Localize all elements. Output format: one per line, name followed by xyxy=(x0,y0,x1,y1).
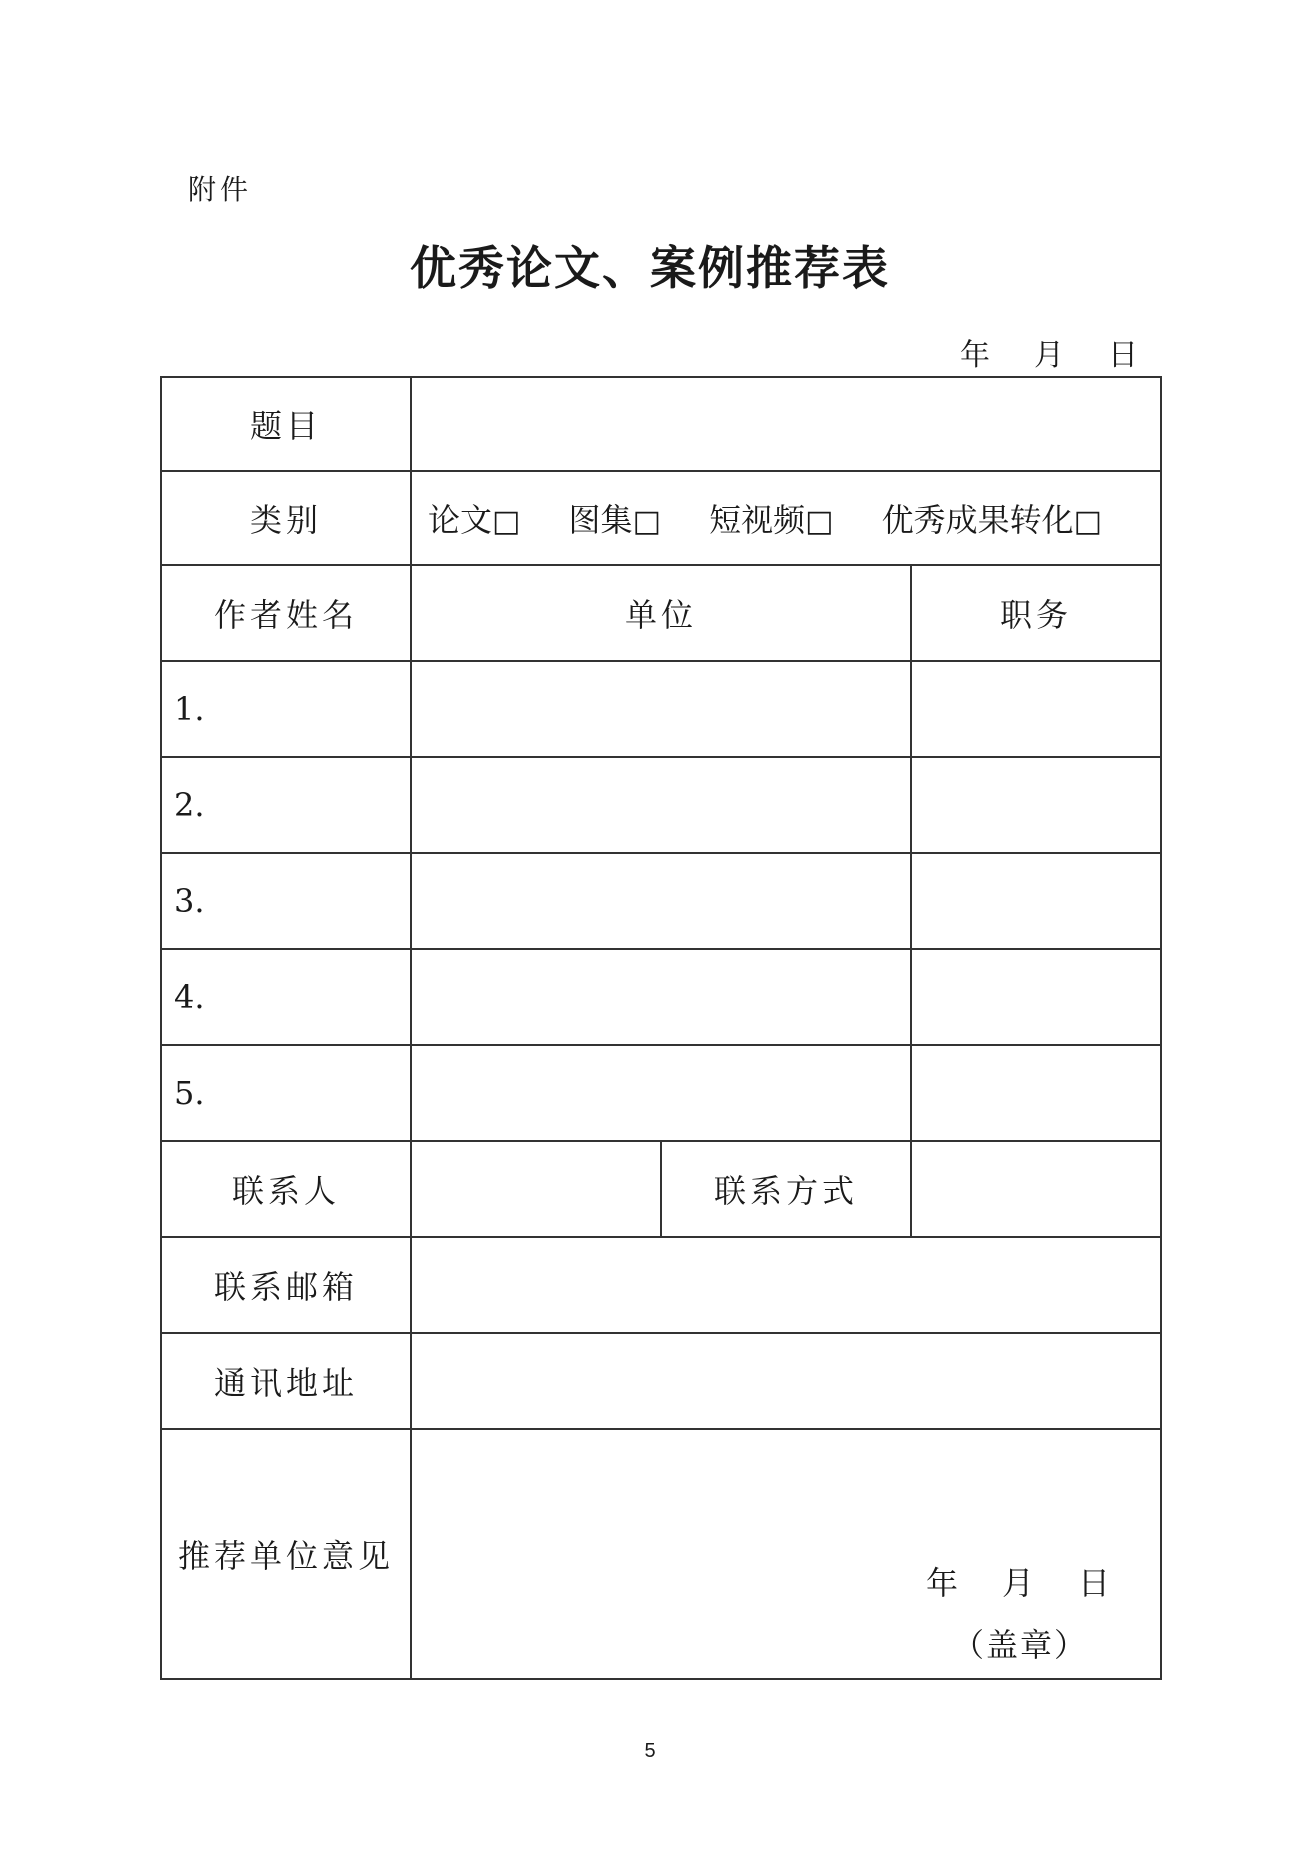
email-field[interactable] xyxy=(411,1237,1161,1333)
author-row xyxy=(161,949,1161,1045)
contact-person-label: 联系人 xyxy=(161,1141,411,1237)
contact-person-field[interactable] xyxy=(411,1141,661,1237)
opinion-label: 推荐单位意见 xyxy=(161,1429,411,1679)
author-row xyxy=(161,661,1161,757)
author-position-field[interactable] xyxy=(911,757,1161,853)
unit-header: 单位 xyxy=(411,565,911,661)
author-name-field[interactable] xyxy=(161,1045,411,1141)
sign-date-month: 月 xyxy=(1002,1564,1035,1602)
address-label: 通讯地址 xyxy=(161,1333,411,1429)
checkbox[interactable]: □ xyxy=(492,504,521,539)
author-position-field[interactable] xyxy=(911,949,1161,1045)
author-unit-field[interactable] xyxy=(411,757,911,853)
attachment-label: 附件 xyxy=(188,173,253,206)
row-number: 5. xyxy=(174,1074,205,1112)
author-name-field[interactable] xyxy=(161,949,411,1045)
opinion-field[interactable] xyxy=(411,1429,1161,1679)
category-option-atlas[interactable]: 图集□ xyxy=(568,501,661,539)
author-unit-field[interactable] xyxy=(411,1045,911,1141)
checkbox[interactable]: □ xyxy=(805,504,834,539)
checkbox[interactable]: □ xyxy=(632,504,661,539)
page-title: 优秀论文、案例推荐表 xyxy=(410,241,890,295)
author-name-field[interactable] xyxy=(161,757,411,853)
author-name-header: 作者姓名 xyxy=(161,565,411,661)
topic-label: 题目 xyxy=(161,377,411,471)
date-day: 日 xyxy=(1108,338,1138,373)
category-options xyxy=(411,471,1161,565)
author-row xyxy=(161,853,1161,949)
row-number: 3. xyxy=(174,882,205,920)
email-label: 联系邮箱 xyxy=(161,1237,411,1333)
author-unit-field[interactable] xyxy=(411,661,911,757)
position-header: 职务 xyxy=(911,565,1161,661)
row-number: 4. xyxy=(174,978,205,1016)
sign-date-day: 日 xyxy=(1078,1564,1111,1602)
author-unit-field[interactable] xyxy=(411,949,911,1045)
stamp-label: （盖章） xyxy=(952,1626,1089,1664)
date-year: 年 xyxy=(960,338,990,373)
row-number: 2. xyxy=(174,786,205,824)
author-position-field[interactable] xyxy=(911,1045,1161,1141)
sign-date xyxy=(926,1558,1110,1604)
author-name-field[interactable] xyxy=(161,661,411,757)
author-row xyxy=(161,757,1161,853)
author-name-field[interactable] xyxy=(161,853,411,949)
date-line xyxy=(960,330,1138,374)
page-number: 5 xyxy=(644,1740,656,1762)
topic-field[interactable] xyxy=(411,377,1161,471)
author-position-field[interactable] xyxy=(911,853,1161,949)
category-label: 类别 xyxy=(161,471,411,565)
address-field[interactable] xyxy=(411,1333,1161,1429)
category-option-short-video[interactable]: 短视频□ xyxy=(709,501,834,539)
sign-date-year: 年 xyxy=(925,1564,958,1602)
recommendation-form xyxy=(160,376,1162,1680)
date-month: 月 xyxy=(1034,338,1064,373)
contact-method-label: 联系方式 xyxy=(661,1141,911,1237)
row-number: 1. xyxy=(174,690,205,728)
category-option-paper[interactable]: 论文□ xyxy=(428,501,521,539)
author-position-field[interactable] xyxy=(911,661,1161,757)
author-unit-field[interactable] xyxy=(411,853,911,949)
contact-method-field[interactable] xyxy=(911,1141,1161,1237)
checkbox[interactable]: □ xyxy=(1073,504,1103,539)
category-option-achievement-transfer[interactable]: 优秀成果转化□ xyxy=(881,501,1103,539)
author-row xyxy=(161,1045,1161,1141)
